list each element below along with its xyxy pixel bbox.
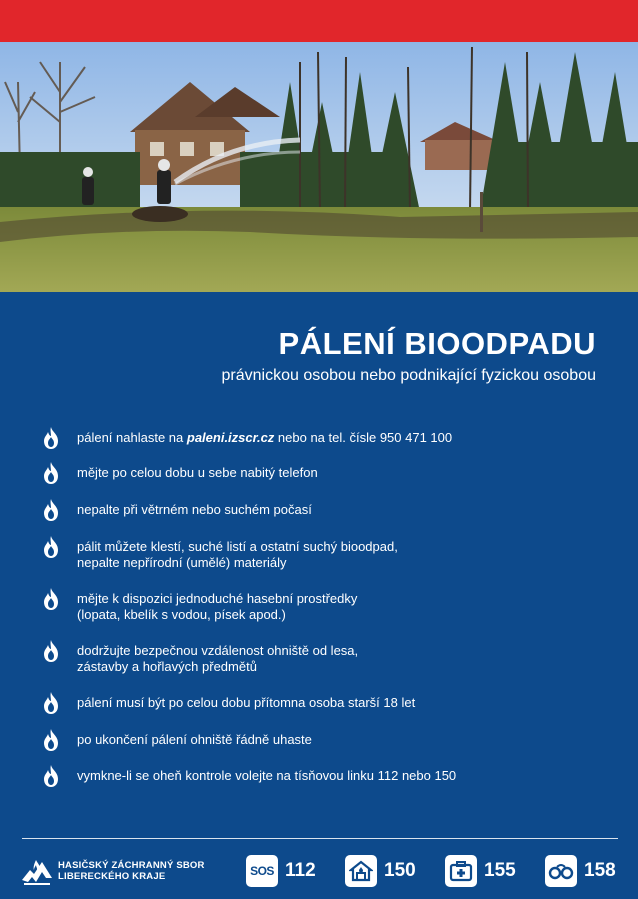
handcuffs-icon (545, 855, 577, 887)
item-text: mějte k dispozici jednoduché hasební prostředky (lopata, kbelík s vodou, písek apod.) (77, 591, 358, 622)
footer-divider (22, 838, 618, 839)
flame-icon (40, 498, 62, 522)
list-item (40, 430, 610, 450)
emergency-number: 155 (484, 860, 516, 881)
top-red-bar (0, 0, 638, 42)
list-item (40, 539, 610, 571)
org-name-line2: LIBERECKÉHO KRAJE (58, 871, 166, 882)
org-name-line1: HASIČSKÝ ZÁCHRANNÝ SBOR (58, 860, 205, 871)
footer (0, 848, 638, 894)
item-link-text: paleni.izscr.cz (186, 430, 275, 445)
emergency-contact-155 (445, 854, 516, 888)
item-text: nepalte při větrném nebo suchém počasí (77, 502, 312, 517)
list-item (40, 695, 610, 715)
item-text: pálit můžete klestí, suché listí a ostatní suchý bioodpad, nepalte nepřírodní (umělé) materiály (77, 539, 398, 570)
list-item (40, 732, 610, 752)
list-item (40, 591, 610, 623)
emergency-number: 158 (584, 860, 616, 881)
flame-icon (40, 426, 62, 450)
list-item (40, 465, 610, 485)
item-text: dodržujte bezpečnou vzdálenost ohniště od lesa, zástavby a hořlavých předmětů (77, 643, 359, 674)
flame-icon (40, 728, 62, 752)
item-text-tail: nebo na tel. čísle 950 471 100 (274, 430, 453, 445)
fire-station-icon (345, 855, 377, 887)
flame-icon (40, 691, 62, 715)
fire-rescue-logo (20, 856, 54, 886)
item-text: pálení musí být po celou dobu přítomna osoba starší 18 let (77, 695, 416, 710)
flame-icon (40, 639, 62, 663)
flame-icon (40, 535, 62, 559)
list-item (40, 643, 610, 675)
flame-icon (40, 461, 62, 485)
first-aid-icon (445, 855, 477, 887)
emergency-contact-112 (246, 854, 316, 888)
emergency-number: 112 (285, 860, 316, 881)
item-text: mějte po celou dobu u sebe nabitý telefon (77, 465, 318, 480)
flame-icon (40, 764, 62, 788)
item-text: po ukončení pálení ohniště řádně uhaste (77, 732, 312, 747)
emergency-number: 150 (384, 860, 416, 881)
sos-icon: SOS (246, 855, 278, 887)
flame-icon (40, 587, 62, 611)
list-item (40, 502, 610, 522)
emergency-contact-158 (545, 854, 616, 888)
hero-photo-firefighters-burning (0, 42, 638, 292)
list-item (40, 768, 610, 788)
page-subtitle: právnickou osobou nebo podnikající fyzickou osobou (221, 367, 596, 384)
item-text: pálení nahlaste na (77, 430, 187, 445)
page-title: PÁLENÍ BIOODPADU (278, 326, 596, 361)
item-text: vymkne-li se oheň kontrole volejte na tísňovou linku 112 nebo 150 (77, 768, 457, 783)
emergency-contact-150 (345, 854, 416, 888)
